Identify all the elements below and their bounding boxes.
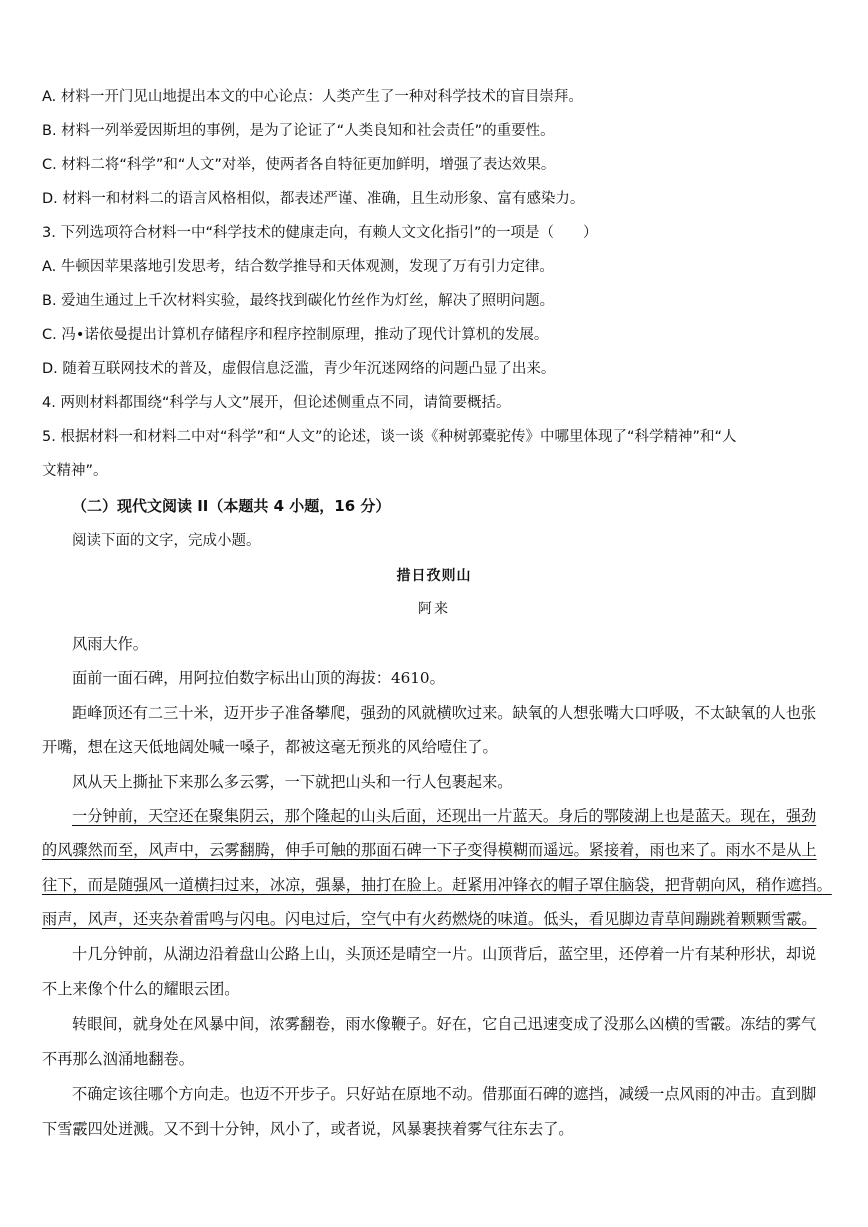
story-paragraph-8-line1: 不确定该往哪个方向走。也迈不开步子。只好站在原地不动。借那面石碑的遮挡，减缓一点风雨的冲击。直到脚 xyxy=(72,1085,817,1103)
story-underlined-line3: 往下，而是随强风一道横扫过来，冰凉，强暴，抽打在脸上。赶紧用冲锋衣的帽子罩住脑袋，把背朝向风，稍作遮挡。 xyxy=(42,876,832,894)
q3-stem: 3. 下列选项符合材料一中“科学技术的健康走向，有赖人文文化指引”的一项是（ ） xyxy=(42,225,598,241)
q2-option-b: B. 材料一列举爱因斯坦的事例，是为了论证了“人类良知和社会责任”的重要性。 xyxy=(42,123,555,139)
story-paragraph-6-line2: 不上来像个什么的耀眼云团。 xyxy=(42,980,240,998)
q2-option-c: C. 材料二将“科学”和“人文”对举，使两者各自特征更加鲜明，增强了表达效果。 xyxy=(42,157,556,173)
story-paragraph-7-line1: 转眼间，就身处在风暴中间，浓雾翻卷，雨水像鞭子。好在，它自己迅速变成了没那么凶横的雪霰。冻结的雾气 xyxy=(72,1015,817,1033)
story-paragraph-3-line1: 距峰顶还有二三十米，迈开步子准备攀爬，强劲的风就横吹过来。缺氧的人想张嘴大口呼吸，不太缺氧的人也张 xyxy=(72,704,817,722)
story-paragraph-8-line2: 下雪霰四处迸溅。又不到十分钟，风小了，或者说，风暴裹挟着雾气往东去了。 xyxy=(42,1120,574,1138)
story-paragraph-3-line2: 开嘴，想在这天低地阔处喊一嗓子，都被这毫无预兆的风给噎住了。 xyxy=(42,738,498,756)
story-title: 措日孜则山 xyxy=(396,568,472,584)
q3-option-a: A. 牛顿因苹果落地引发思考，结合数学推导和天体观测，发现了万有引力定律。 xyxy=(42,259,554,275)
story-paragraph-6-line1: 十几分钟前，从湖边沿着盘山公路上山，头顶还是晴空一片。山顶背后，蓝空里，还停着一片有某种形状，却说 xyxy=(72,945,817,963)
story-underlined-line2: 的风骤然而至，风声中，云雾翻腾，伸手可触的那面石碑一下子变得模糊而遥远。紧接着，雨也来了。雨水不是从上 xyxy=(42,841,817,859)
q5-stem-line2: 文精神”。 xyxy=(42,463,108,479)
story-underlined-line1: 一分钟前，天空还在聚集阴云，那个隆起的山头后面，还现出一片蓝天。身后的鄂陵湖上也是蓝天。现在，强劲 xyxy=(72,807,817,825)
story-underlined-line4: 雨声，风声，还夹杂着雷鸣与闪电。闪电过后，空气中有火药燃烧的味道。低头，看见脚边青草间蹦跳着颗颗雪霰。 xyxy=(42,910,817,928)
section-heading: （二）现代文阅读 II（本题共 4 小题，16 分） xyxy=(72,497,391,515)
story-paragraph-2: 面前一面石碑，用阿拉伯数字标出山顶的海拔：4610。 xyxy=(72,669,445,687)
q3-option-d: D. 随着互联网技术的普及，虚假信息泛滥，青少年沉迷网络的问题凸显了出来。 xyxy=(42,361,556,377)
q2-option-d: D. 材料一和材料二的语言风格相似，都表述严谨、准确，且生动形象、富有感染力。 xyxy=(42,191,585,207)
story-author: 阿来 xyxy=(418,601,450,617)
section-instruction: 阅读下面的文字，完成小题。 xyxy=(72,533,261,549)
q3-option-b: B. 爱迪生通过上千次材料实验，最终找到碳化竹丝作为灯丝，解决了照明问题。 xyxy=(42,293,555,309)
q5-stem-line1: 5. 根据材料一和材料二中对“科学”和“人文”的论述，谈一谈《种树郭橐驼传》中哪里体现了“科学精神”和“人 xyxy=(42,429,737,445)
q3-option-c: C. 冯•诺依曼提出计算机存储程序和程序控制原理，推动了现代计算机的发展。 xyxy=(42,327,549,343)
story-paragraph-4: 风从天上撕扯下来那么多云雾，一下就把山头和一行人包裹起来。 xyxy=(72,773,513,791)
story-paragraph-7-line2: 不再那么汹涌地翻卷。 xyxy=(42,1050,194,1068)
story-paragraph-1: 风雨大作。 xyxy=(72,635,148,653)
q2-option-a: A. 材料一开门见山地提出本文的中心论点：人类产生了一种对科学技术的盲目崇拜。 xyxy=(42,89,583,105)
q4-stem: 4. 两则材料都围绕“科学与人文”展开，但论述侧重点不同，请简要概括。 xyxy=(42,395,511,411)
